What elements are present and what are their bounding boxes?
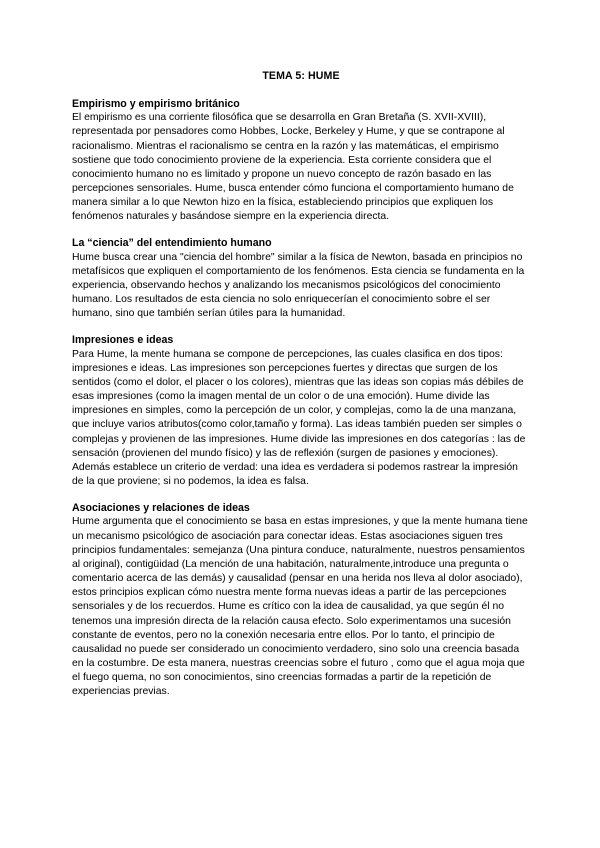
section-asociaciones	[72, 501, 530, 699]
section-impresiones	[72, 333, 530, 489]
section-paragraph: Hume busca crear una "ciencia del hombre" similar a la física de Newton, basada en principios no metafísicos que expliquen el comportamiento de los fenómenos. Esta ciencia se fundamenta en la experiencia, observando hechos y analizando los mecanismos psicológicos del conocimiento humano. Los resultados de esta ciencia no solo enriquecerían el conocimiento sobre el ser humano, sino que también serían útiles para la humanidad.	[72, 251, 525, 320]
section-heading: Empirismo y empirismo británico	[72, 98, 240, 110]
section-heading: Impresiones e ideas	[72, 334, 174, 347]
section-heading: Asociaciones y relaciones de ideas	[72, 502, 250, 515]
section-paragraph: El empirismo es una corriente filosófica que se desarrolla en Gran Bretaña (S. XVII-XVIII), representada por pensadores como Hobbes, Locke, Berkeley y Hume, y que se contrapone al racionalismo. Mientras el racionalismo se centra en la razón y las matemáticas, el empirismo sostiene que todo conocimiento proviene de la experiencia. Esta corriente considera que el conocimiento humano no es limitado y propone un nuevo concepto de razón basado en las percepciones sensoriales. Hume, busca entender cómo funciona el comportamiento humano de manera similar a lo que Newton hizo en la física, estableciendo principios que expliquen los fenómenos naturales y basándose siempre en la experiencia directa.	[72, 112, 514, 223]
section-paragraph: Hume argumenta que el conocimiento se basa en estas impresiones, y que la mente humana tiene un mecanismo psicológico de asociación para conectar ideas. Estas asociaciones siguen tres principios fundamentales: semejanza (Una pintura conduce, naturalmente, nuestros pensamientos al original), contigüidad (La mención de una habitación, naturalmente,introduce una pregunta o comentario acerca de las demás) y causalidad (pensar en una herida nos lleva al dolor asociado), estos principios explican cómo nuestra mente forma nuevas ideas a partir de las percepciones sensoriales y de los recuerdos. Hume es crítico con la idea de causalidad, ya que según él no tenemos una impresión directa de la relación causa efecto. Solo experimentamos una sucesión constante de eventos, pero no la conexión necesaria entre ellos. Por lo tanto, el principio de causalidad no puede ser considerado un conocimiento verdadero, sino solo una creencia basada en la costumbre. De esta manera, nuestras creencias sobre el futuro , como que el agua moja que el fuego quema, no son conocimientos, sino creencias formadas a partir de la repetición de experiencias previas.	[72, 516, 528, 698]
section-heading: La “ciencia” del entendimiento humano	[72, 237, 272, 250]
section-ciencia	[72, 236, 530, 321]
section-paragraph: Para Hume, la mente humana se compone de percepciones, las cuales clasifica en dos tipos: impresiones e ideas. Las impresiones son percepciones fuertes y directas que surgen de los sentidos (como el dolor, el placer o los colores), mientras que las ideas son copias más débiles de esas impresiones (como la imagen mental de un color o de una emoción). Hume divide las impresiones en simples, como la percepción de un color, y complejas, como la de una manzana, que incluye varios atributos(como color,tamaño y forma). Las ideas también pueden ser simples o complejas y provienen de las impresiones. Hume divide las impresiones en dos categorías : las de sensación (provienen del mundo físico) y las de reflexión (surgen de pasiones y emociones). Además establece un criterio de verdad: una idea es verdadera si podemos rastrear la impresión de la que proviene; si no podemos, la idea es falsa.	[72, 348, 526, 488]
document-title: TEMA 5: HUME	[262, 70, 340, 82]
section-empirismo	[72, 97, 530, 224]
